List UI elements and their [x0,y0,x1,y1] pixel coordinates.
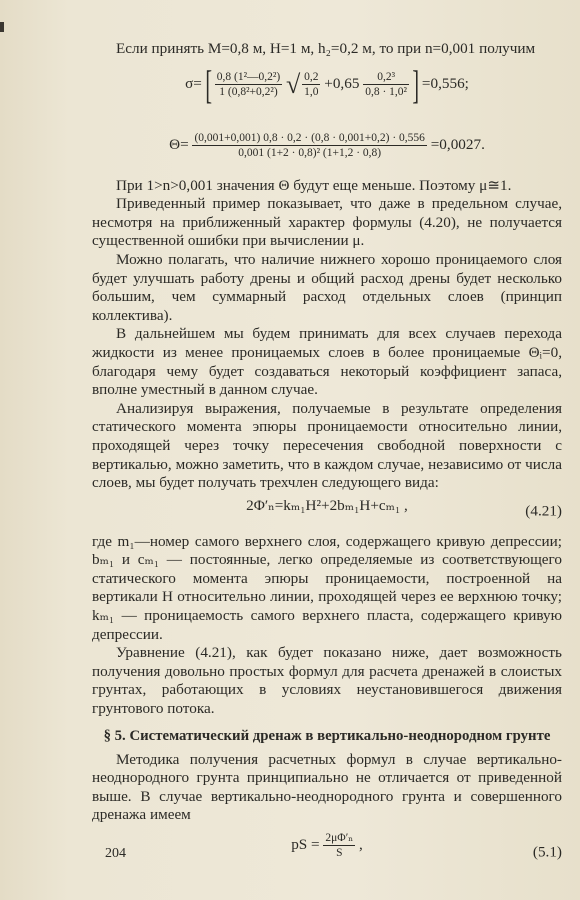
formula-5-1-lhs: pS = [291,836,320,854]
formula-5-1-numerator: 2μΦ′ₙ [325,832,354,844]
formula-4-21-expression: 2Φ′ₙ=kₘ₁H²+2bₘ₁H+cₘ₁ , [246,496,408,514]
sigma-sqrt-numerator: 0,2 [304,71,319,84]
sigma-frac1-denominator: 1 (0,8²+0,2²) [219,86,278,99]
sigma-lhs: σ= [185,75,202,93]
theta-fraction [192,131,426,160]
theta-denominator: 0,001 (1+2 · 0,8)² (1+1,2 · 0,8) [238,146,382,159]
left-bracket: [ [204,61,212,107]
paragraph-2: Приведенный пример показывает, что даже в предельном случае, несмотря на приближенный характер формулы (4.20), не получается существенной ошибки при вычислении μ. [92,195,562,250]
formula-5-1-number: (5.1) [532,843,562,861]
formula-5-1-denominator: S [336,847,343,859]
formula-sigma [92,61,562,125]
sqrt-sign: √ [286,69,301,99]
theta-lhs: Θ= [169,135,189,153]
page-number: 204 [105,846,126,861]
right-bracket: ] [412,61,419,107]
sigma-sqrt-fraction [302,70,320,99]
paragraph-1: При 1>n>0,001 значения Θ будут еще меньше. Поэтому μ≅1. [116,176,512,194]
sigma-plus-coef: +0,65 [324,75,360,93]
sigma-frac2-numerator: 0,2³ [363,70,409,85]
section-title: § 5. Систематический дренаж в вертикально-неоднородном грунте [103,727,551,744]
sigma-fraction-2 [363,70,409,99]
sigma-fraction-1 [215,70,282,99]
paragraph-4: В дальнейшем мы будем принимать для всех случаев перехода жидкости из менее проницаемых слоев в более проницаемые Θᵢ=0, благодаря чему будет создаваться некоторый коэффициент запаса, вполне уместный в данном случае. [92,325,562,399]
theta-numerator: (0,001+0,001) 0,8 · 0,2 · (0,8 · 0,001+0,2) · 0,556 [194,131,425,144]
paragraph-6: где m₁—номер самого верхнего слоя, содержащего кривую депрессии; bₘ₁ и cₘ₁ — постоянные, легко определяемые из соответствующего статического момента эпюры проницаемости, построенной на вертикали H относительно линии, проходящей через ее верхнюю точку; kₘ₁ — проницаемость самого верхнего пласта, содержащего кривую депрессии. [92,532,562,643]
sigma-frac1-numerator: 0,8 (1²—0,2²) [216,71,281,84]
formula-4-21 [92,497,562,527]
paragraph-8: Методика получения расчетных формул в случае вертикально-неоднородного грунта принципиально не отличается от приведенной выше. В случае вертикально-неоднородного грунта и совершенного дренажа имеем [92,750,562,824]
sigma-sqrt-denominator: 1,0 [304,86,319,99]
theta-result: =0,0027. [430,135,485,153]
sigma-result: =0,556; [421,75,469,93]
formula-5-1 [92,831,562,875]
formula-5-1-fraction [323,831,355,860]
formula-5-1-tail: , [359,836,363,854]
paragraph-7: Уравнение (4.21), как будет показано ниже, дает возможность получения довольно простых формул для расчета дренажей в слоистых грунтах, работающих в условиях неустановившегося движения грунтового потока. [92,644,562,718]
paragraph-3: Можно полагать, что наличие нижнего хорошо проницаемого слоя будет улучшать работу дрены и общий расход дрены будет несколько большим, чем суммарный расход отдельных слоев (принцип коллектива). [92,250,562,324]
sigma-frac2-denominator: 0,8 · 1,0² [365,86,407,99]
formula-theta [92,131,562,171]
paragraph-5: Анализируя выражения, получаемые в результате определения статического момента эпюры проницаемости относительно линии, проходящей через точку пересечения свободной поверхности с вертикалью, можно заметить, что в каждом случае, независимо от числа слоев, мы будет получать трехчлен следующего вида: [92,399,562,492]
page-content [92,40,562,881]
intro-paragraph: Если принять M=0,8 м, H=1 м, h₂=0,2 м, то при n=0,001 получим [116,40,536,57]
edge-mark [0,22,4,32]
formula-4-21-number: (4.21) [525,502,562,520]
